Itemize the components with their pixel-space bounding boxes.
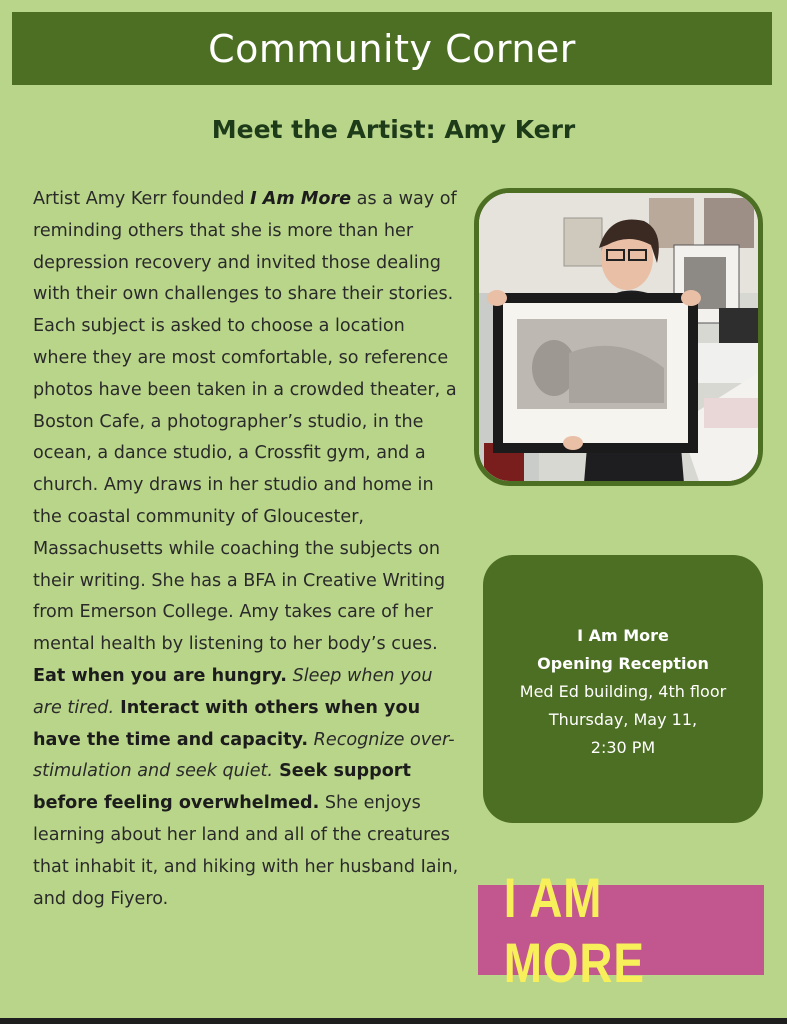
- artist-photo: [474, 188, 763, 486]
- event-location: Med Ed building, 4th floor: [519, 682, 727, 701]
- event-subtitle: Opening Reception: [537, 654, 709, 673]
- bio-segment: Recognize over-stimulation and seek quiet.: [33, 729, 455, 782]
- artist-bio: [33, 184, 463, 915]
- bio-segment: Eat when you are hungry.: [33, 665, 287, 686]
- bio-segment: Interact with others when you have the time and capacity.: [33, 697, 421, 750]
- bio-segment: as a way of reminding others that she is more than her depression recovery and invited those dealing with their own challenges to share their stories. Each subject is asked to choose a location where they are most comfortable, so reference photos have been taken in a crowded theater, a Boston Cafe, a photographer’s studio, in the ocean, a dance studio, a Crossfit gym, and a church. Amy draws in her studio and home in the coastal community of Gloucester, Massachusetts while coaching the subjects on their writing. She has a BFA in Creative Writing from Emerson College. Amy takes care of her mental health by listening to her body’s cues.: [33, 189, 457, 655]
- i-am-more-logo: [478, 866, 764, 994]
- event-title: I Am More: [577, 626, 669, 645]
- event-card: [483, 555, 763, 823]
- event-time: 2:30 PM: [590, 738, 656, 757]
- bio-segment: Seek support before feeling overwhelmed.: [33, 761, 411, 814]
- event-date: Thursday, May 11,: [548, 710, 698, 729]
- bio-segment: She enjoys learning about her land and all of the creatures that inhabit it, and hiking with her husband Iain, and dog Fiyero.: [33, 793, 459, 909]
- bio-segment: Artist Amy Kerr founded: [33, 189, 251, 209]
- bio-segment: Sleep when you are tired.: [33, 665, 433, 718]
- bio-segment: I Am More: [250, 189, 352, 209]
- article-heading: Meet the Artist: Amy Kerr: [211, 115, 576, 144]
- banner-title: Community Corner: [12, 12, 772, 85]
- logo-text: I AM MORE: [503, 866, 645, 994]
